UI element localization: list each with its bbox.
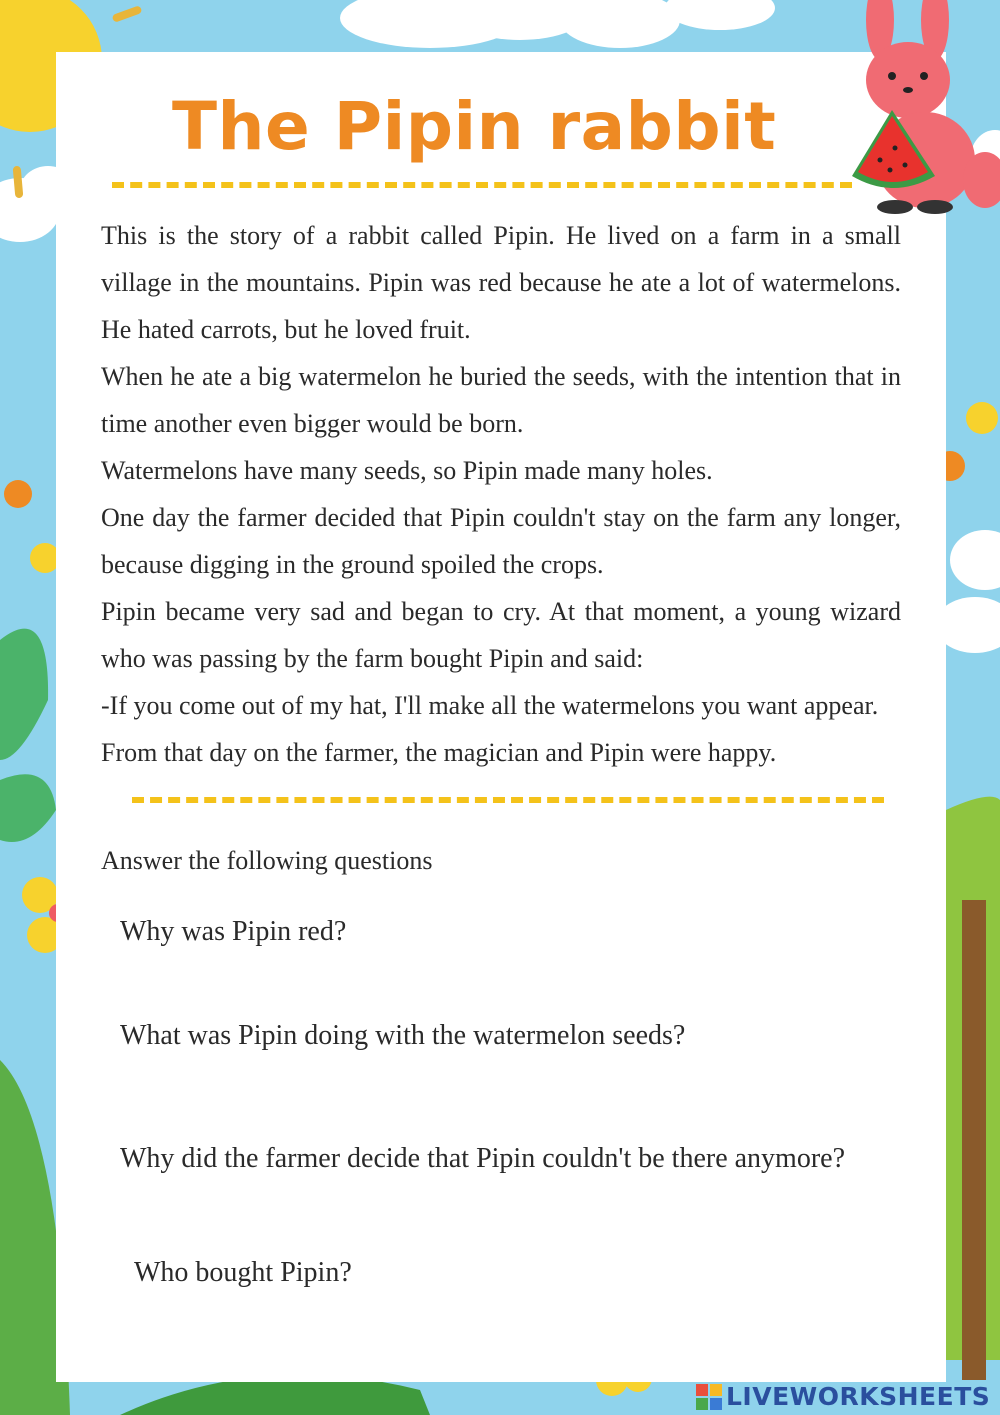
tree-icon [946,797,1000,1380]
question-2: What was Pipin doing with the watermelon seeds? [120,1020,686,1051]
story-paragraph: This is the story of a rabbit called Pipin. He lived on a farm in a small village in the mountains. Pipin was red because he ate a lot of watermelons. He hated carrots, but he loved fruit. [101,221,901,344]
question-1: Why was Pipin red? [120,916,347,947]
liveworksheets-logo [696,1382,990,1411]
divider [132,797,884,803]
question-3: Why did the farmer decide that Pipin couldn't be there anymore? [120,1143,846,1174]
story-text [101,212,901,776]
instructions: Answer the following questions [101,846,433,875]
question-4: Who bought Pipin? [134,1257,352,1288]
story-paragraph: -If you come out of my hat, I'll make all the watermelons you want appear. [101,691,879,720]
story-paragraph: When he ate a big watermelon he buried the seeds, with the intention that in time another even bigger would be born. [101,362,901,438]
logo-icon [696,1384,722,1410]
story-paragraph: One day the farmer decided that Pipin couldn't stay on the farm any longer, because digging in the ground spoiled the crops. [101,503,901,579]
story-paragraph: Pipin became very sad and began to cry. At that moment, a young wizard who was passing by the farm bought Pipin and said: [101,597,901,673]
leaf-icon [0,629,56,842]
story-paragraph: Watermelons have many seeds, so Pipin made many holes. [101,456,713,485]
divider [112,182,852,188]
brand-name: LIVEWORKSHEETS [726,1382,991,1411]
story-paragraph: From that day on the farmer, the magician and Pipin were happy. [101,738,777,767]
page-title: The Pipin rabbit [172,88,777,165]
